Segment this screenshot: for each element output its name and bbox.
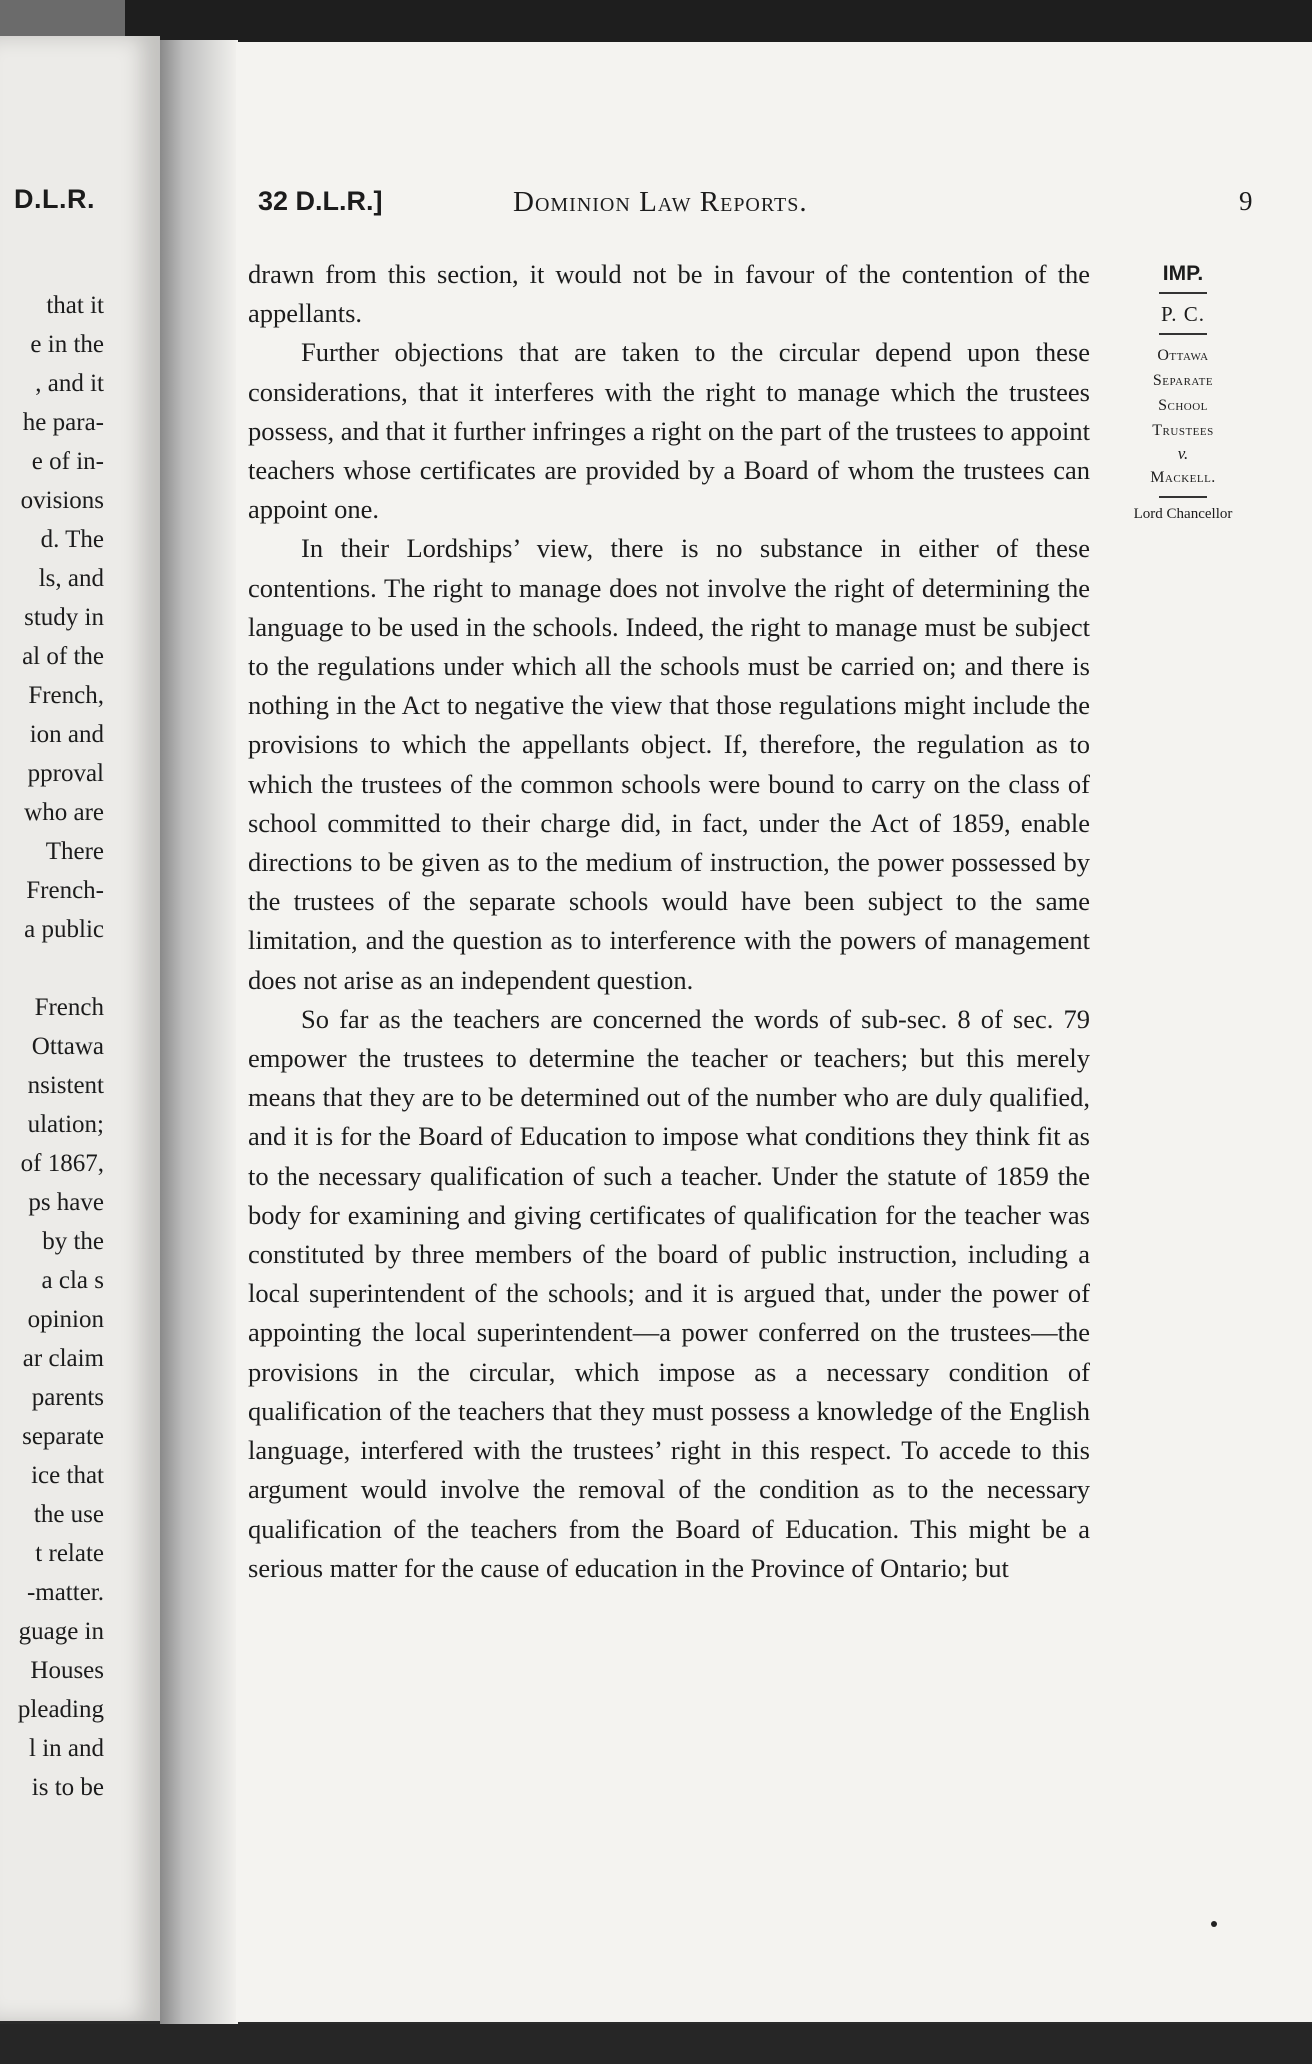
case-name-line: Trustees — [1152, 422, 1214, 439]
margin-rule — [1159, 333, 1207, 335]
left-facing-page — [0, 36, 160, 2021]
left-page-line: -matter. — [26, 1579, 104, 1606]
running-head-title: Dominion Law Reports. — [513, 186, 808, 218]
left-page-line: ar claim — [22, 1345, 104, 1372]
left-page-line: nsistent — [27, 1072, 104, 1099]
judge-name: Lord Chancellor — [1133, 506, 1233, 522]
case-name-line: School — [1158, 397, 1208, 414]
case-name-line: Ottawa — [1157, 347, 1209, 364]
left-page-line: a cla s — [41, 1267, 104, 1294]
left-page-line: Ottawa — [31, 1033, 104, 1060]
left-page-line: the use — [33, 1501, 104, 1528]
left-page-line: who are — [24, 799, 104, 826]
margin-rule — [1159, 292, 1207, 294]
left-page-line — [0, 949, 104, 988]
left-page-line: ulation; — [27, 1111, 104, 1138]
left-page-line: pproval — [27, 760, 104, 787]
page-speck — [1211, 1921, 1217, 1927]
court-label: IMP. — [1162, 262, 1204, 285]
paragraph: So far as the teachers are concerned the words of sub-sec. 8 of sec. 79 empower the trustees to determine the teacher or teachers; but this merely means that they are to be determined out of the number who are duly qualified, and it is for the Board of Education to impose what conditions they think fit as to the necessary qualification of such a teacher. Under the statute of 1859 the body for examining and giving certificates of qualification for the teacher was constituted by three members of the board of public instruction, including a local superintendent of the schools; and it is argued that, under the power of appointing the local superintendent—a power conferred on the trustees—the provisions in the circular, which impose as a necessary condition of qualification of the teachers that they must possess a knowledge of the English language, interfered with the trustees’ right in this respect. To accede to this argument would involve the removal of the condition as to the necessary qualification of the teachers from the Board of Education. This might be a serious matter for the cause of education in the Province of Ontario; but — [248, 1003, 1090, 1583]
left-page-line: al of the — [22, 643, 104, 670]
left-page-line: is to be — [31, 1774, 104, 1801]
division-label: P. C. — [1160, 302, 1206, 326]
left-page-line: parents — [31, 1384, 104, 1411]
left-page-line: ovisions — [20, 487, 104, 514]
left-page-header: D.L.R. — [14, 184, 95, 214]
left-page-line: ice that — [31, 1462, 104, 1489]
left-page-line: guage in — [18, 1618, 104, 1645]
left-page-line: ps have — [28, 1189, 104, 1216]
margin-note — [1108, 262, 1258, 523]
left-page-line: e in the — [30, 331, 104, 358]
left-page-line: of 1867, — [20, 1150, 104, 1177]
left-page-line: a public — [24, 916, 104, 943]
scan-border-top-left — [0, 0, 125, 40]
left-page-line: study in — [24, 604, 104, 631]
running-head-volume: 32 D.L.R.] — [258, 186, 383, 216]
paragraph: Further objections that are taken to the circular depend upon these considerations, that it interferes with the right to manage which the trustees possess, and that it further infringes a right on the part of the trustees to appoint teachers whose certificates are provided by a Board of whom the trustees can appoint one. — [248, 337, 1090, 525]
margin-rule — [1159, 496, 1207, 498]
paragraph: drawn from this section, it would not be in favour of the contention of the appellants. — [248, 259, 1090, 329]
body-text — [248, 255, 1090, 1588]
left-page-line: ion and — [29, 721, 104, 748]
left-page-line: d. The — [40, 526, 104, 553]
paragraph: In their Lordships’ view, there is no substance in either of these contentions. The right to manage does not involve the right of determining the language to be used in the schools. Indeed, the right to manage must be subject to the regulations under which all the schools must be carried on; and there is nothing in the Act to negative the view that those regulations might include the provisions to which the appellants object. If, therefore, the regulation as to which the trustees of the common schools were bound to carry on the class of school committed to their charge did, in fact, under the Act of 1859, enable directions to be given as to the medium of instruction, the power possessed by the trustees of the separate schools would have been subject to the same limitation, and the question as to interference with the powers of management does not arise as an independent question. — [248, 533, 1090, 995]
left-page-line: French — [34, 994, 104, 1021]
left-page-line: pleading — [17, 1696, 104, 1723]
left-page-line: that it — [46, 292, 104, 319]
scan-border-top — [0, 0, 1312, 44]
case-name-line: Separate — [1152, 372, 1214, 389]
left-page-line: Houses — [30, 1657, 104, 1684]
versus: v. — [1177, 444, 1189, 463]
left-page-line: l in and — [29, 1735, 104, 1762]
left-page-line: French, — [28, 682, 104, 709]
left-page-line: There — [45, 838, 104, 865]
left-page-line: ls, and — [38, 565, 104, 592]
left-page-line: e of in- — [31, 448, 104, 475]
left-page-line: separate — [22, 1423, 104, 1450]
respondent-name: Mackell. — [1150, 469, 1216, 486]
left-page-line: t relate — [35, 1540, 104, 1567]
left-page-line: by the — [42, 1228, 104, 1255]
page-number: 9 — [1239, 186, 1253, 216]
left-page-line: he para- — [22, 409, 104, 436]
left-page-line: opinion — [27, 1306, 104, 1333]
book-gutter — [160, 40, 238, 2030]
scan-border-bottom — [0, 2024, 1312, 2064]
left-page-line: , and it — [35, 370, 104, 397]
left-page-text — [0, 286, 104, 1807]
left-page-line: French- — [26, 877, 104, 904]
